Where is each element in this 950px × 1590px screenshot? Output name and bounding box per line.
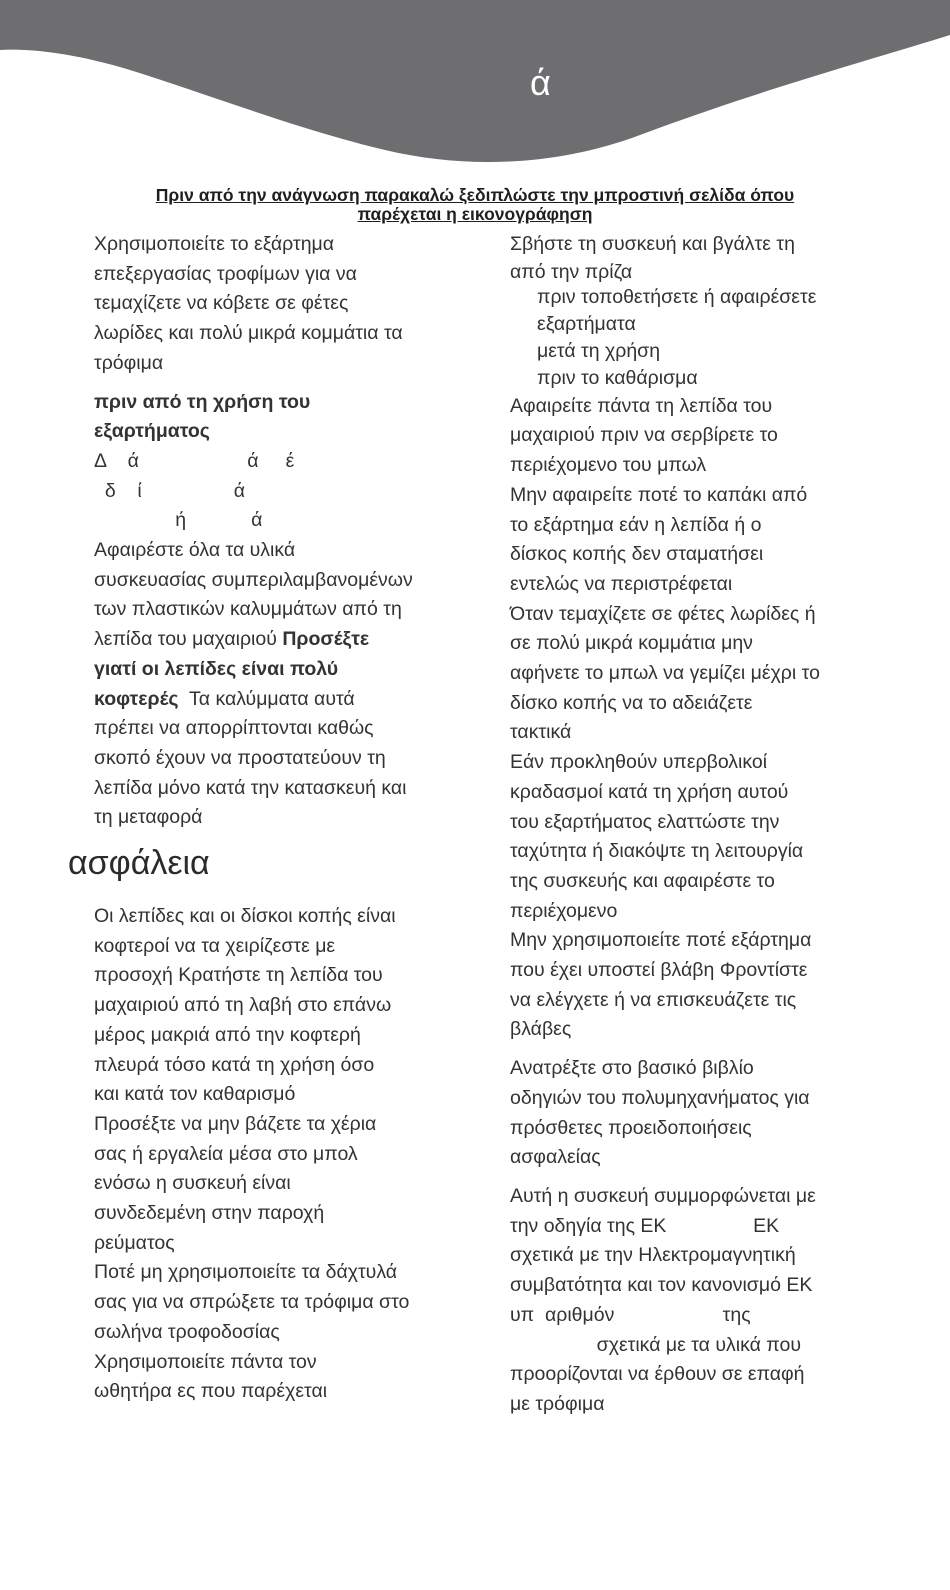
- refer-line: πρόσθετες προειδοποιήσεις: [510, 1116, 752, 1139]
- before-use-heading: εξαρτήματος: [94, 420, 210, 443]
- refer-line: οδηγιών του πολυμηχανήματος για: [510, 1086, 810, 1109]
- fragment-line: δ ί ά: [94, 479, 246, 502]
- compliance-line: σχετικά με τα υλικά που: [510, 1333, 801, 1356]
- remove-packaging-line: σκοπό έχουν να προστατεύουν τη: [94, 746, 386, 769]
- safety-line: ενόσω η συσκευή είναι: [94, 1172, 291, 1195]
- warning-bold: Προσέξτε: [282, 628, 370, 651]
- warning-bold: κοφτερές: [94, 687, 179, 710]
- safety-line: μαχαιριού από τη λαβή στο επάνω: [94, 994, 392, 1017]
- remove-packaging-line: [94, 685, 474, 715]
- warning-line: Εάν προκληθούν υπερβολικοί: [510, 751, 768, 774]
- remove-packaging-line: συσκευασίας συμπεριλαμβανομένων: [94, 568, 413, 591]
- remove-packaging-line: των πλαστικών καλυμμάτων από τη: [94, 598, 402, 621]
- unplug-item: μετά τη χρήση: [537, 339, 661, 362]
- safety-line: Ποτέ μη χρησιμοποιείτε τα δάχτυλά: [94, 1261, 398, 1284]
- warning-line: Μην αφαιρείτε ποτέ το καπάκι από: [510, 483, 808, 506]
- warning-line: κραδασμοί κατά τη χρήση αυτού: [510, 780, 789, 803]
- warning-line: του εξαρτήματος ελαττώστε την: [510, 810, 780, 833]
- intro-line: Χρησιμοποιείτε το εξάρτημα: [94, 233, 335, 255]
- notice-line: παρέχεται η εικονογράφηση: [357, 204, 593, 224]
- warning-line: δίσκο κοπής να το αδειάζετε: [510, 691, 753, 714]
- text-run: Τα καλύμματα αυτά: [178, 687, 355, 710]
- warning-line: Όταν τεμαχίζετε σε φέτες λωρίδες ή: [510, 602, 816, 625]
- warning-line: εντελώς να περιστρέφεται: [510, 572, 733, 595]
- unfold-notice: [70, 186, 880, 224]
- compliance-line: υπ αριθμόν της: [510, 1303, 751, 1326]
- warning-line: σε πολύ μικρά κομμάτια μην: [510, 632, 753, 655]
- refer-line: ασφαλείας: [510, 1146, 601, 1169]
- header-title: ά: [530, 62, 551, 103]
- header-band: [0, 0, 950, 175]
- unplug-item: εξαρτήματα: [537, 312, 636, 335]
- warning-line: να ελέγχετε ή να επισκευάζετε τις: [510, 988, 797, 1011]
- compliance-line: με τρόφιμα: [510, 1392, 605, 1415]
- safety-line: προσοχή Κρατήστε τη λεπίδα του: [94, 964, 383, 987]
- intro-line: λωρίδες και πολύ μικρά κομμάτια τα: [94, 322, 403, 345]
- right-column: [510, 230, 890, 1420]
- remove-packaging-line: [94, 625, 474, 655]
- safety-column: [94, 902, 474, 1407]
- intro-line: επεξεργασίας τροφίμων για να: [94, 262, 357, 285]
- safety-line: Οι λεπίδες και οι δίσκοι κοπής είναι: [94, 905, 396, 927]
- safety-line: Προσέξτε να μην βάζετε τα χέρια: [94, 1112, 377, 1135]
- safety-line: συνδεδεμένη στην παροχή: [94, 1202, 325, 1225]
- compliance-line: συμβατότητα και τον κανονισμό ΕΚ: [510, 1274, 813, 1297]
- warning-bold: γιατί οι λεπίδες είναι πολύ: [94, 657, 339, 680]
- text-run: λεπίδα του μαχαιριού: [94, 628, 283, 651]
- warning-line: το εξάρτημα εάν η λεπίδα ή ο: [510, 513, 762, 536]
- warning-line: Αφαιρείτε πάντα τη λεπίδα του: [510, 394, 773, 417]
- warning-line: αφήνετε το μπωλ να γεμίζει μέχρι το: [510, 662, 820, 685]
- warning-line: ταχύτητα ή διακόψτε τη λειτουργία: [510, 840, 804, 863]
- warning-line: δίσκος κοπής δεν σταματήσει: [510, 543, 764, 566]
- warning-line: μαχαιριού πριν να σερβίρετε το: [510, 424, 778, 447]
- safety-line: ωθητήρα ες που παρέχεται: [94, 1380, 328, 1403]
- warning-line: περιέχομενο του μπωλ: [510, 454, 707, 477]
- compliance-line: σχετικά με την Ηλεκτρομαγνητική: [510, 1244, 796, 1267]
- compliance-line: την οδηγία της ΕΚ ΕΚ: [510, 1214, 780, 1237]
- safety-line: Χρησιμοποιείτε πάντα τον: [94, 1350, 317, 1373]
- safety-line: και κατά τον καθαρισμό: [94, 1083, 296, 1106]
- remove-packaging-line: τη μεταφορά: [94, 806, 203, 829]
- left-column-top: [94, 230, 474, 833]
- safety-line: ρεύματος: [94, 1231, 175, 1254]
- intro-line: τρόφιμα: [94, 351, 164, 374]
- warning-line: τακτικά: [510, 721, 572, 744]
- refer-line: Ανατρέξτε στο βασικό βιβλίο: [510, 1057, 754, 1080]
- compliance-line: Αυτή η συσκευή συμμορφώνεται με: [510, 1184, 816, 1207]
- unplug-line: Σβήστε τη συσκευή και βγάλτε τη: [510, 233, 795, 255]
- remove-packaging-line: Αφαιρέστε όλα τα υλικά: [94, 539, 296, 562]
- unplug-item: πριν τοποθετήσετε ή αφαιρέσετε: [537, 285, 817, 308]
- intro-line: τεμαχίζετε να κόβετε σε φέτες: [94, 292, 349, 315]
- remove-packaging-line: πρέπει να απορρίπτονται καθώς: [94, 717, 374, 740]
- safety-line: πλευρά τόσο κατά τη χρήση όσο: [94, 1053, 375, 1076]
- unplug-line: από την πρίζα: [510, 260, 633, 283]
- warning-line: βλάβες: [510, 1018, 572, 1041]
- warning-line: της συσκευής και αφαιρέστε το: [510, 869, 775, 892]
- compliance-line: προορίζονται να έρθουν σε επαφή: [510, 1363, 805, 1386]
- safety-line: σας για να σπρώξετε τα τρόφιμα στο: [94, 1291, 410, 1314]
- fragment-line: Δ ά ά έ: [94, 449, 295, 472]
- unplug-item: πριν το καθάρισμα: [537, 366, 698, 389]
- safety-heading: ασφάλεια: [68, 844, 210, 882]
- remove-packaging-line: λεπίδα μόνο κατά την κατασκευή και: [94, 776, 407, 799]
- notice-line: Πριν από την ανάγνωση παρακαλώ ξεδιπλώστε την μπροστινή σελίδα όπου: [155, 185, 795, 205]
- safety-line: κοφτεροί να τα χειρίζεστε με: [94, 934, 336, 957]
- safety-line: μέρος μακριά από την κοφτερή: [94, 1023, 361, 1046]
- safety-line: σας ή εργαλεία μέσα στο μπολ: [94, 1142, 358, 1165]
- warning-line: περιέχομενο: [510, 899, 618, 922]
- safety-line: σωλήνα τροφοδοσίας: [94, 1320, 280, 1343]
- fragment-line: ή ά: [94, 509, 263, 532]
- warning-line: Μην χρησιμοποιείτε ποτέ εξάρτημα: [510, 929, 812, 952]
- before-use-heading: πριν από τη χρήση του: [94, 390, 311, 413]
- warning-line: που έχει υποστεί βλάβη Φροντίστε: [510, 959, 808, 982]
